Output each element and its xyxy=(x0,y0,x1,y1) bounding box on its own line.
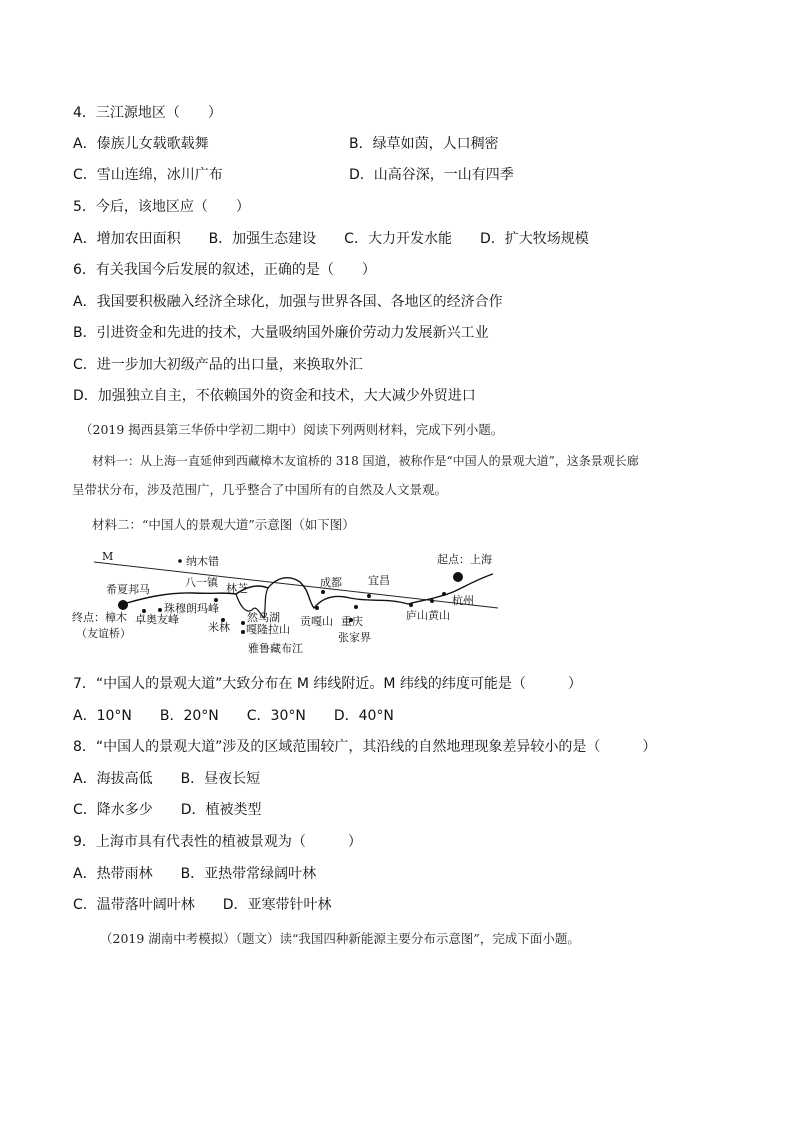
gongga-dot xyxy=(315,606,319,610)
intro-1: （2019 揭西县第三华侨中学初二期中）阅读下列两则材料，完成下列小题。 xyxy=(80,422,504,437)
huangshan-dot xyxy=(430,599,434,603)
galong-dot xyxy=(241,630,245,634)
material-1-line-1: 材料一：从上海一直延伸到西藏樟木友谊桥的 318 国道，被称作是“中国人的景观大道”，这条景观长廊 xyxy=(92,454,639,468)
namucuo-dot xyxy=(178,559,182,563)
q8-stem: 8．“中国人的景观大道”涉及的区域范围较广，其沿线的自然地理现象差异较小的是（ ） xyxy=(73,739,657,755)
q6-option-a: A．我国要积极融入经济全球化，加强与世界各国、各地区的经济合作 xyxy=(73,294,503,310)
q8-options-row-1: A．海拔高低 B．昼夜长短 xyxy=(73,771,261,787)
chengdu-dot xyxy=(321,590,325,594)
m-latitude-line xyxy=(94,562,498,608)
lushan-dot xyxy=(409,603,413,607)
label-xixiabangma: 希夏邦马 xyxy=(106,583,150,596)
label-linzhi: 林芝 xyxy=(226,582,248,595)
label-hangzhou: 杭州 xyxy=(452,594,474,607)
q4-stem: 4．三江源地区（ ） xyxy=(73,105,222,121)
label-bayizhen: 八一镇 xyxy=(185,576,218,589)
q6-option-d: D．加强独立自主，不依赖国外的资金和技术，大大减少外贸进口 xyxy=(73,388,476,404)
material-2: 材料二：“中国人的景观大道”示意图（如下图） xyxy=(92,517,355,532)
q5-options: A．增加农田面积 B．加强生态建设 C．大力开发水能 D．扩大牧场规模 xyxy=(73,231,589,247)
label-galong: 嘎隆拉山 xyxy=(246,623,290,636)
label-yaluzangbu: 雅鲁藏布江 xyxy=(248,642,303,655)
ranwuhu-dot xyxy=(241,621,245,625)
q4-option-b: B．绿草如茵，人口稠密 xyxy=(349,136,499,152)
q7-stem: 7．“中国人的景观大道”大致分布在 M 纬线附近。M 纬线的纬度可能是（ ） xyxy=(73,676,582,692)
label-zhuoaoyou: 卓奥友峰 xyxy=(135,613,179,626)
label-chongqing: 重庆 xyxy=(341,615,363,628)
q6-stem: 6．有关我国今后发展的叙述，正确的是（ ） xyxy=(73,262,376,278)
q7-options: A．10°N B．20°N C．30°N D．40°N xyxy=(73,708,394,724)
material-1-line-2: 呈带状分布，涉及范围广，几乎整合了中国所有的自然及人文景观。 xyxy=(72,482,448,497)
q5-stem: 5．今后，该地区应（ ） xyxy=(73,199,250,215)
label-yichang: 宜昌 xyxy=(368,574,390,587)
label-zhumulangma: 珠穆朗玛峰 xyxy=(164,602,219,615)
label-zhangjiajie: 张家界 xyxy=(338,631,371,644)
q4-option-c: C．雪山连绵，冰川广布 xyxy=(73,167,223,183)
label-lushan-huangshan: 庐山黄山 xyxy=(406,609,450,622)
start-point-dot xyxy=(453,572,463,582)
q8-options-row-2: C．降水多少 D．植被类型 xyxy=(73,802,262,818)
yichang-dot xyxy=(367,594,371,598)
label-start: 起点：上海 xyxy=(437,553,492,566)
m-label: M xyxy=(102,550,114,563)
label-milin: 米林 xyxy=(208,621,230,634)
q6-option-c: C．进一步加大初级产品的出口量，来换取外汇 xyxy=(73,357,363,373)
label-chengdu: 成都 xyxy=(320,576,342,589)
q9-options-row-1: A．热带雨林 B．亚热带常绿阔叶林 xyxy=(73,866,317,882)
label-end-1: 终点：樟木 xyxy=(72,611,127,624)
zhumulangma-dot xyxy=(158,608,162,612)
landscape-avenue-map xyxy=(72,548,508,660)
end-point-dot xyxy=(118,600,128,610)
q9-stem: 9．上海市具有代表性的植被景观为（ ） xyxy=(73,834,362,850)
intro-2: （2019 湖南中考模拟）（题文）读“我国四种新能源主要分布示意图”，完成下面小题。 xyxy=(100,931,580,946)
q9-options-row-2: C．温带落叶阔叶林 D．亚寒带针叶林 xyxy=(73,897,332,913)
chongqing-dot xyxy=(354,605,358,609)
label-ranwuhu: 然乌湖 xyxy=(247,611,280,624)
label-gongga: 贡嘎山 xyxy=(300,615,333,628)
hangzhou-dot xyxy=(442,592,446,596)
q4-option-a: A．傣族儿女载歌载舞 xyxy=(73,136,209,152)
q6-option-b: B．引进资金和先进的技术，大量吸纳国外廉价劳动力发展新兴工业 xyxy=(73,325,489,341)
label-namucuo: 纳木错 xyxy=(186,555,219,568)
q4-option-d: D．山高谷深，一山有四季 xyxy=(349,167,514,183)
label-end-2: （友谊桥） xyxy=(76,627,131,640)
